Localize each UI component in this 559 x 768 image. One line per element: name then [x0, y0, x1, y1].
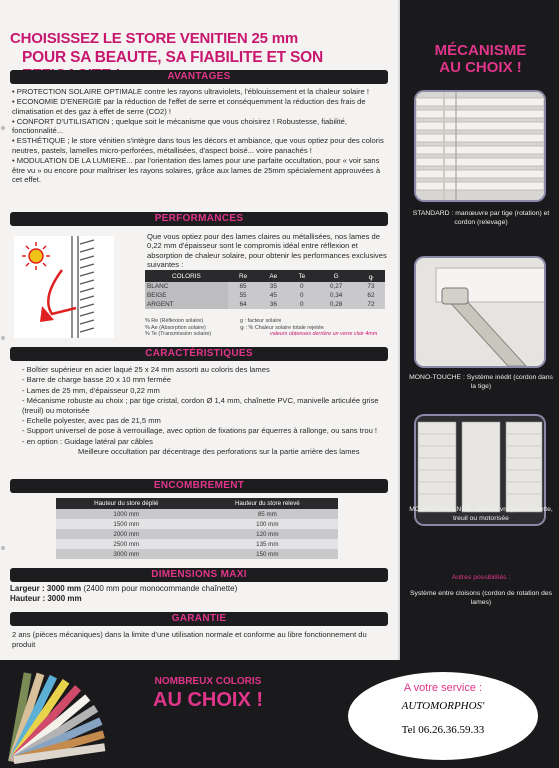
mono-touche-mechanism-photo — [416, 258, 544, 366]
table-row — [56, 519, 338, 529]
caracteristique-item: - Lames de 25 mm, d'épaisseur 0,22 mm — [22, 385, 160, 395]
garantie-text: 2 ans (pièces mécaniques) dans la limite d'une utilisation normale et conforme au libre fonctionnement du produit — [12, 630, 367, 649]
table-cell: BLANC — [145, 282, 228, 291]
dimensions-title-bar — [10, 568, 388, 582]
caracteristique-item: - en option : Guidage latéral par câbles — [22, 436, 153, 446]
largeur-value: : 3000 mm — [42, 584, 82, 593]
perf-header-cell: ꝙ — [357, 270, 385, 282]
table-row — [145, 300, 385, 309]
perf-header-cell: Te — [288, 270, 315, 282]
note-q: ꝙ : % Chaleur solaire totale rejetée — [240, 324, 324, 331]
avantages-list — [12, 87, 390, 185]
encombrement-header-cell: Hauteur du store déplié — [56, 498, 197, 509]
caracteristique-item: - Support universel de pose à verrouillage, avec option de fixations par équerres à rallonge, ou sans trou ! — [22, 426, 378, 436]
caracteristique-item: - Echelle polyester, avec pas de 21,5 mm — [22, 415, 161, 425]
avantage-item: • MODULATION DE LA LUMIERE... par l'orientation des lames pour une parfaite occultation, pour « voir sans être vu » ou encore pour maîtriser les rayons solaires, grâce aux lames de 25mm spécialement approuvées à cet effet. — [12, 156, 381, 185]
table-cell: 85 mm — [197, 509, 338, 519]
table-cell: 1000 mm — [56, 509, 197, 519]
table-cell: 2000 mm — [56, 529, 197, 539]
table-cell: 3000 mm — [56, 549, 197, 559]
table-cell: 55 — [228, 291, 259, 300]
caracteristiques-title: CARACTÉRISTIQUES — [145, 348, 253, 359]
largeur-note: (2400 mm pour monocommande chaînette) — [83, 584, 238, 593]
avantage-item: • CONFORT D'UTILISATION ; quelque soit le mécanisme que vous choisirez ! Robustesse, fiabilité, fonctionnalité... — [12, 116, 347, 136]
note-te: % Te (Transmission solaire) — [145, 331, 212, 338]
right-column — [398, 0, 559, 660]
note-footnote: valeurs obtenues derrière un verre clair 4mm — [270, 331, 378, 338]
table-cell: 1500 mm — [56, 519, 197, 529]
solar-diagram-illustration — [14, 236, 114, 338]
table-cell: 0,27 — [315, 282, 357, 291]
table-cell: 100 mm — [197, 519, 338, 529]
votre-service-text: A votre service : — [403, 682, 483, 694]
avantages-title: AVANTAGES — [167, 71, 231, 82]
note-ae: % Ae (Absorption solaire) — [145, 324, 206, 331]
hauteur-value: : 3000 mm — [42, 594, 82, 603]
au-choix-text: AU CHOIX ! — [153, 689, 263, 711]
headline-line-1: CHOISISSEZ LE STORE VENITIEN 25 mm — [10, 30, 298, 47]
color-swatch-fan-image — [8, 666, 118, 766]
perf-header-cell: Re — [228, 270, 259, 282]
table-cell: BEIGE — [145, 291, 228, 300]
perf-header-cell: Ae — [258, 270, 288, 282]
perf-header-cell: COLORIS — [145, 270, 228, 282]
garantie-title: GARANTIE — [171, 613, 227, 624]
table-cell: 0,34 — [315, 291, 357, 300]
performances-title: PERFORMANCES — [154, 213, 244, 224]
perf-header-cell: G — [315, 270, 357, 282]
table-cell: 150 mm — [197, 549, 338, 559]
company-name: AUTOMORPHOS' — [401, 700, 485, 712]
encombrement-table — [56, 498, 338, 559]
table-cell: 35 — [258, 282, 288, 291]
mono-touche-caption: MONO-TOUCHE : Système inédit (cordon dans la tige) — [409, 374, 553, 390]
phone-number[interactable]: Tel 06.26.36.59.33 — [401, 724, 485, 736]
performances-title-bar — [10, 212, 388, 226]
largeur-label: Largeur — [10, 584, 40, 593]
encombrement-header-cell: Hauteur du store relevé — [197, 498, 338, 509]
caracteristique-item: - Boîtier supérieur en acier laqué 25 x 24 mm assorti au coloris des lames — [22, 365, 270, 374]
dimensions-title: DIMENSIONS MAXI — [151, 569, 247, 580]
table-row — [56, 529, 338, 539]
table-cell: 73 — [357, 282, 385, 291]
table-row — [56, 549, 338, 559]
table-cell: 135 mm — [197, 539, 338, 549]
table-cell: 45 — [258, 291, 288, 300]
monocommande-caption: MONOCOMMANDE : Manœuvre par chaînette, treuil ou motorisée — [409, 506, 553, 522]
mecanisme-title-line-1: MÉCANISME — [434, 42, 527, 59]
caracteristique-item: - Mécanisme robuste au choix ; par tige cristal, cordon Ø 1,4 mm, chaînette PVC, manivelle articulée grise (treuil) ou motorisée — [22, 395, 379, 415]
table-row — [56, 509, 338, 519]
performances-text: Que vous optiez pour des lames claires ou métallisées, nos lames de 0,22 mm d'épaisseur sont le compromis idéal entre réflexion et absorption de chaleur solaire, pour obtenir les performances exclusives suivantes : — [147, 232, 387, 270]
performances-notes — [145, 318, 385, 338]
table-cell: 72 — [357, 300, 385, 309]
avantage-item: • ECONOMIE D'ENERGIE par la réduction de l'effet de serre et conséquemment la réduction des frais de climatisation et des gaz à effet de serre (CO2) ! — [12, 97, 366, 116]
caracteristique-item: - Barre de charge basse 20 x 10 mm fermée — [22, 375, 171, 385]
dimensions-text — [10, 584, 237, 604]
binder-holes — [0, 8, 6, 656]
garantie-title-bar — [10, 612, 388, 626]
note-g: g : facteur solaire — [240, 318, 282, 324]
avantages-title-bar — [10, 70, 388, 84]
table-cell: 64 — [228, 300, 259, 309]
table-cell: 0 — [288, 291, 315, 300]
table-cell: 2500 mm — [56, 539, 197, 549]
avantage-item: • ESTHÉTIQUE ; le store vénitien s'intègre dans tous les décors et ambiance, que vous optiez pour des coloris neutres, pastels, lamelles micro-perforées, métallisées, d'aspect boisé... voire panachés ! — [12, 136, 384, 156]
table-cell: 65 — [228, 282, 259, 291]
standard-mechanism-photo — [416, 92, 544, 200]
table-row — [145, 282, 385, 291]
table-cell: 36 — [258, 300, 288, 309]
hauteur-label: Hauteur — [10, 594, 41, 603]
table-cell: 0 — [288, 282, 315, 291]
avantage-item: • PROTECTION SOLAIRE OPTIMALE contre les rayons ultraviolets, l'éblouissement et la chaleur solaire ! — [12, 87, 369, 96]
encombrement-title: ENCOMBREMENT — [153, 480, 245, 491]
caracteristiques-list — [22, 365, 388, 457]
table-cell: ARGENT — [145, 300, 228, 309]
table-cell: 0 — [288, 300, 315, 309]
nombreux-coloris-text: NOMBREUX COLORIS — [154, 676, 262, 687]
caracteristiques-title-bar — [10, 347, 388, 361]
performances-table — [145, 270, 385, 309]
table-row — [56, 539, 338, 549]
standard-caption: STANDARD : manœuvre par tige (rotation) et cordon (relevage) — [412, 210, 550, 226]
encombrement-title-bar — [10, 479, 388, 493]
table-cell: 0,28 — [315, 300, 357, 309]
autres-possibilites-title: Autres possibilités : — [451, 574, 511, 581]
autres-possibilites-text: Système entre cloisons (cordon de rotation des lames) — [409, 590, 553, 606]
contact-oval — [348, 672, 538, 760]
table-cell: 120 mm — [197, 529, 338, 539]
table-row — [145, 291, 385, 300]
mecanisme-title-line-2: AU CHOIX ! — [439, 59, 522, 76]
note-re: % Re (Réflexion solaire) — [145, 318, 204, 324]
headline-line-2: POUR SA BEAUTE, SA FIABILITE ET SON — [22, 49, 324, 66]
table-cell: 62 — [357, 291, 385, 300]
caracteristique-item: Meilleure occultation par décentrage des perforations sur la partie arrière des lames — [78, 446, 360, 456]
